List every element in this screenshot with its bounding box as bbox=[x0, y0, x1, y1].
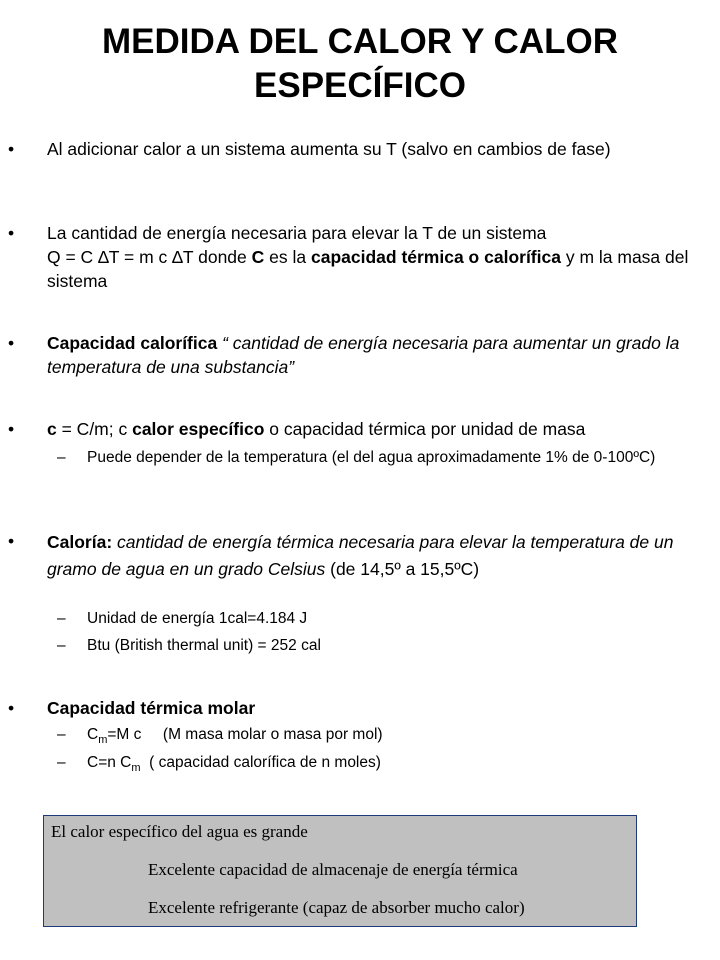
note-line-3: Excelente refrigerante (capaz de absorber mucho calor) bbox=[148, 898, 525, 917]
bullet-text-1: Al adicionar calor a un sistema aumenta su T (salvo en cambios de fase) bbox=[47, 139, 611, 159]
sub-text-5-1: Unidad de energía 1cal=4.184 J bbox=[87, 610, 308, 627]
title-line-1: MEDIDA DEL CALOR Y CALOR bbox=[102, 22, 618, 61]
eq-part: = C/m; c bbox=[56, 419, 133, 439]
bullet-item-6 bbox=[8, 696, 712, 720]
delta-symbol: ∆ bbox=[172, 247, 183, 267]
title-line-2: ESPECÍFICO bbox=[254, 66, 466, 105]
italic-definition: cantidad de energía térmica necesaria para elevar la temperatura de un gramo de agua en un grado Celsius bbox=[47, 532, 674, 579]
bullet-2-equation bbox=[47, 245, 712, 293]
dash-marker: – bbox=[57, 726, 66, 743]
sub-item-6-1 bbox=[57, 724, 712, 751]
bullet-item-1 bbox=[8, 137, 712, 161]
subscript: m bbox=[131, 762, 141, 775]
bullet-text-6: Capacidad térmica molar bbox=[47, 698, 256, 718]
bullet-text-5 bbox=[47, 529, 712, 583]
formula-part: C=n C bbox=[87, 754, 132, 771]
eq-part: T donde bbox=[182, 247, 252, 267]
sub-text-5-2: Btu (British thermal unit) = 252 cal bbox=[87, 637, 321, 654]
note-line-2: Excelente capacidad de almacenaje de energía térmica bbox=[148, 860, 518, 879]
note-box bbox=[43, 815, 637, 927]
sub-text-4-1: Puede depender de la temperatura (el del agua aproximadamente 1% de 0-100ºC) bbox=[87, 449, 656, 466]
sub-item-4-1 bbox=[57, 447, 712, 469]
sub-item-6-2 bbox=[57, 752, 712, 779]
formula-part: C bbox=[87, 726, 99, 743]
eq-part: o capacidad térmica por unidad de masa bbox=[264, 419, 586, 439]
bullet-2-line-1: La cantidad de energía necesaria para elevar la T de un sistema bbox=[47, 223, 547, 243]
bullet-marker: • bbox=[8, 333, 15, 353]
bold-term: Capacidad calorífica bbox=[47, 333, 218, 353]
italic-definition: “ cantidad de energía necesaria para aumentar un grado la temperatura de una substancia” bbox=[47, 333, 680, 377]
sub-text-6-1 bbox=[87, 724, 712, 751]
formula-part: ( capacidad calorífica de n moles) bbox=[140, 754, 381, 771]
bold-c: c bbox=[47, 419, 57, 439]
eq-part: T = m c bbox=[108, 247, 173, 267]
bold-c: C bbox=[251, 247, 265, 267]
eq-part: es la bbox=[264, 247, 311, 267]
bullet-item-5 bbox=[8, 529, 712, 583]
range-text: (de 14,5º a 15,5ºC) bbox=[325, 559, 480, 579]
formula-part: =M c (M masa molar o masa por mol) bbox=[107, 726, 383, 743]
bullet-item-3 bbox=[8, 331, 712, 379]
bullet-marker: • bbox=[8, 698, 15, 718]
bold-term: calor específico bbox=[132, 419, 265, 439]
bullet-text-3 bbox=[47, 331, 712, 379]
eq-part: y m la masa del sistema bbox=[47, 247, 689, 291]
sub-item-5-2 bbox=[57, 635, 712, 657]
bold-term: Caloría: bbox=[47, 532, 113, 552]
bullet-marker: • bbox=[8, 223, 15, 243]
sub-item-5-1 bbox=[57, 608, 712, 630]
bullet-item-2 bbox=[8, 221, 712, 293]
bullet-item-4 bbox=[8, 417, 720, 441]
eq-part: Q = C bbox=[47, 247, 99, 267]
bullet-text-4 bbox=[47, 417, 720, 441]
bullet-marker: • bbox=[8, 139, 15, 159]
subscript: m bbox=[98, 734, 108, 747]
page-title bbox=[0, 20, 720, 108]
bullet-marker: • bbox=[8, 531, 15, 551]
bullet-marker: • bbox=[8, 419, 15, 439]
note-line-1: El calor específico del agua es grande bbox=[51, 822, 308, 841]
sub-text-6-2 bbox=[87, 752, 712, 779]
bullet-text-2 bbox=[47, 221, 712, 293]
dash-marker: – bbox=[57, 449, 66, 466]
delta-symbol: ∆ bbox=[98, 247, 109, 267]
bold-term: capacidad térmica o calorífica bbox=[310, 247, 561, 267]
dash-marker: – bbox=[57, 637, 66, 654]
dash-marker: – bbox=[57, 754, 66, 771]
dash-marker: – bbox=[57, 610, 66, 627]
